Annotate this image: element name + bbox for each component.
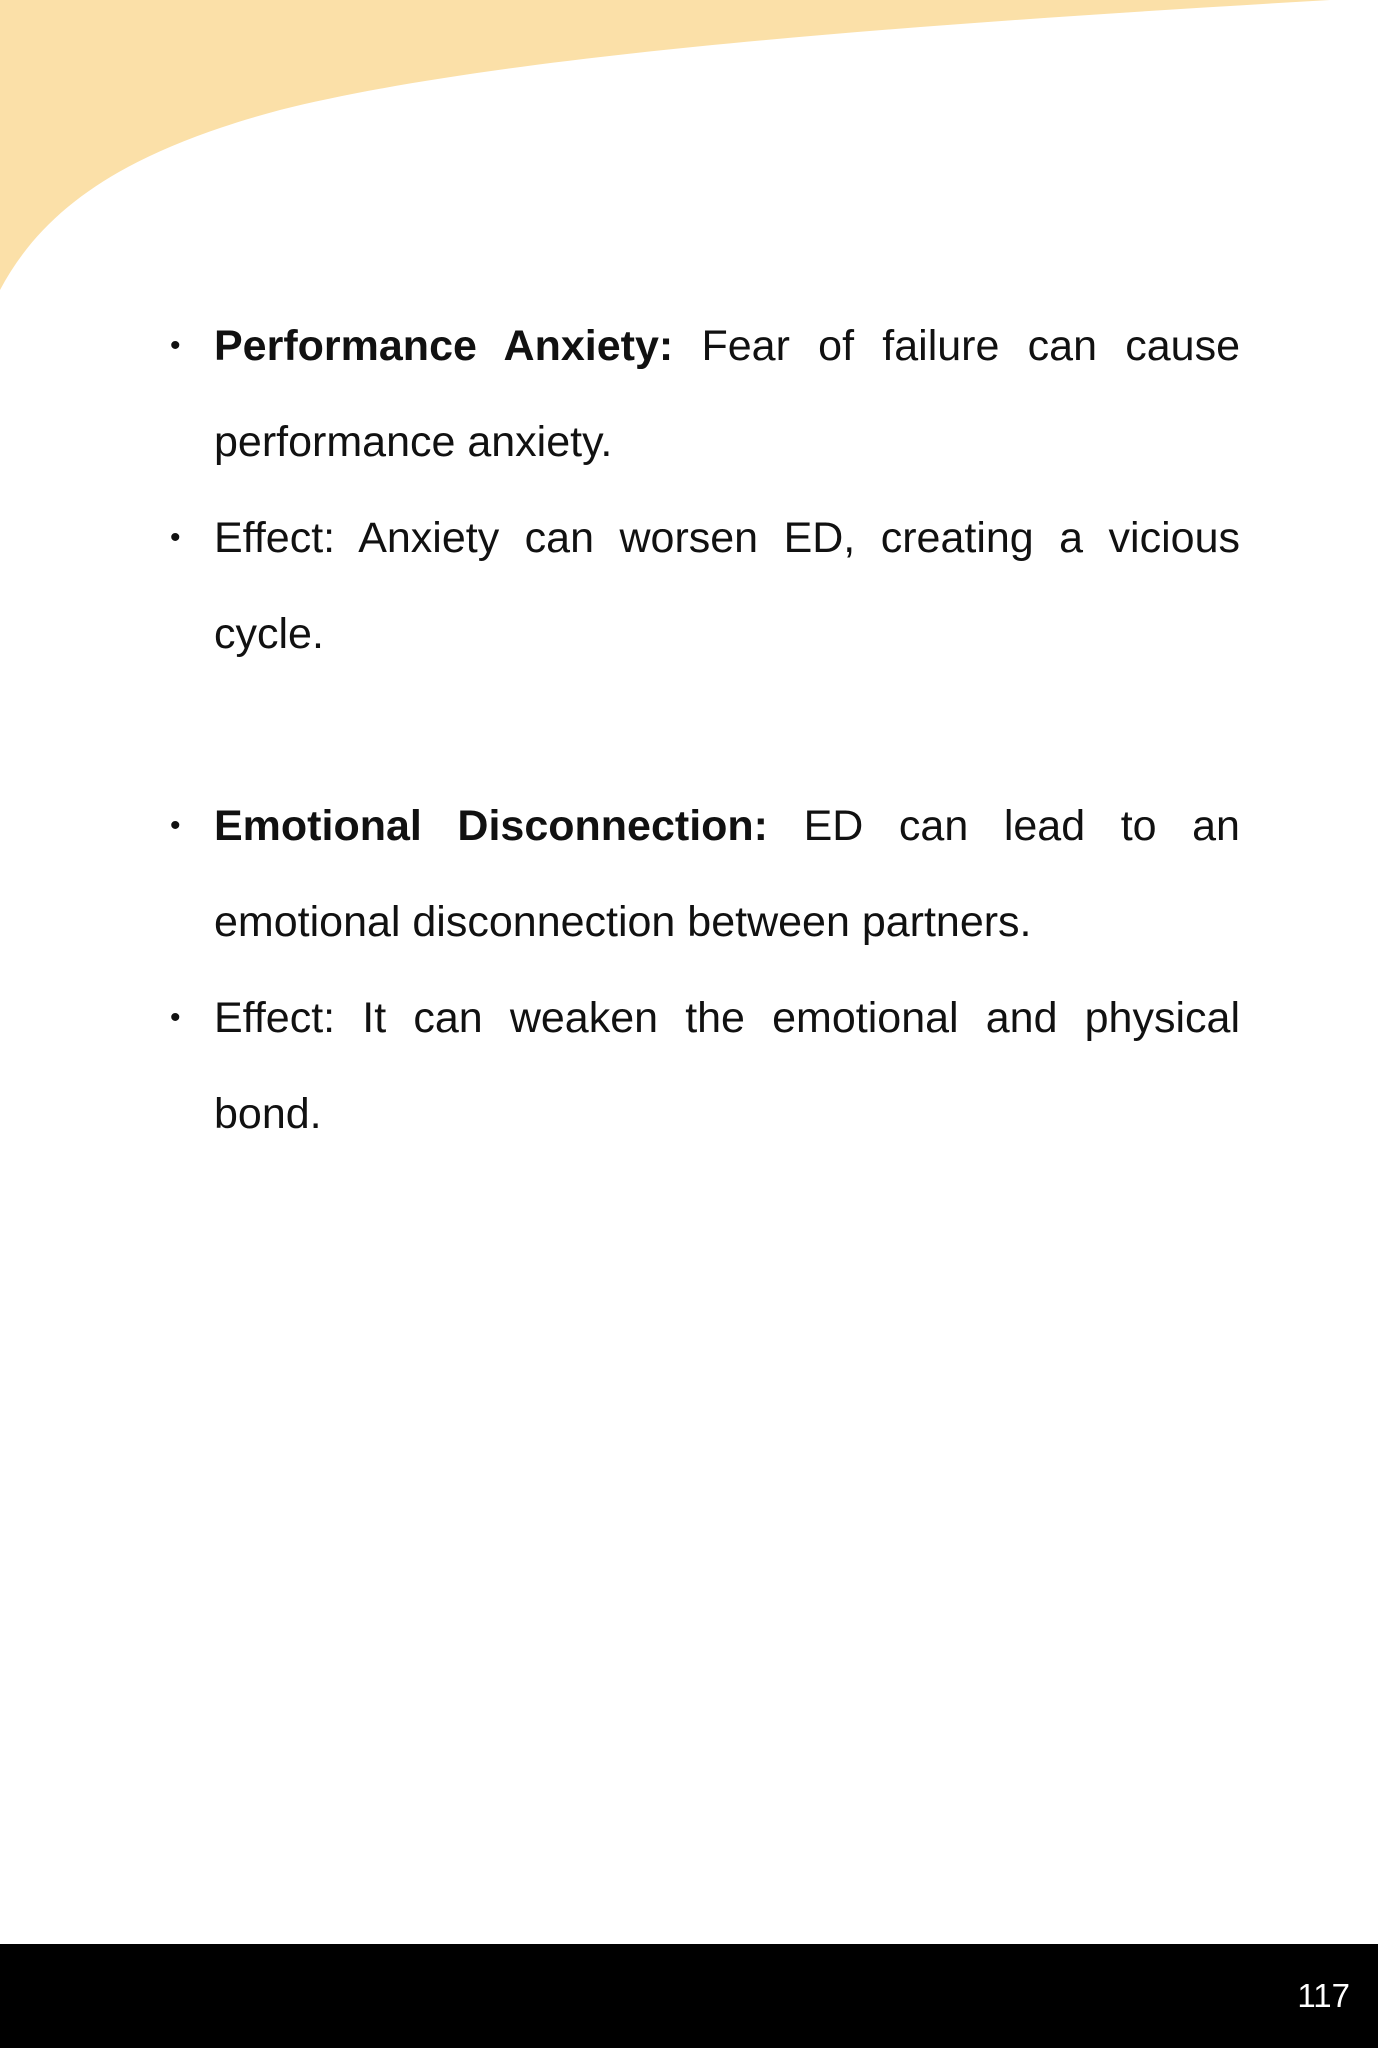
term-label: Emotional Disconnection: xyxy=(214,802,768,850)
section-spacer xyxy=(170,682,1240,778)
document-body xyxy=(170,298,1240,1162)
item-text: ED can lead to an emotional disconnection between partners. xyxy=(214,802,1240,946)
item-text: Fear of failure can cause performance anxiety. xyxy=(214,322,1240,466)
list-item xyxy=(170,298,1240,490)
list-item xyxy=(170,778,1240,970)
bullet-list-performance-anxiety xyxy=(170,298,1240,682)
page-number: 117 xyxy=(1297,1977,1350,2014)
wave-shape xyxy=(0,0,1330,290)
list-item xyxy=(170,490,1240,682)
corner-decoration xyxy=(0,0,1378,300)
bullet-list-emotional-disconnection xyxy=(170,778,1240,1162)
list-item xyxy=(170,970,1240,1162)
term-label: Performance Anxiety: xyxy=(214,322,674,370)
item-text: Effect: It can weaken the emotional and physical bond. xyxy=(214,994,1240,1138)
item-text: Effect: Anxiety can worsen ED, creating a vicious cycle. xyxy=(214,514,1240,658)
footer-bar xyxy=(0,1944,1378,2048)
